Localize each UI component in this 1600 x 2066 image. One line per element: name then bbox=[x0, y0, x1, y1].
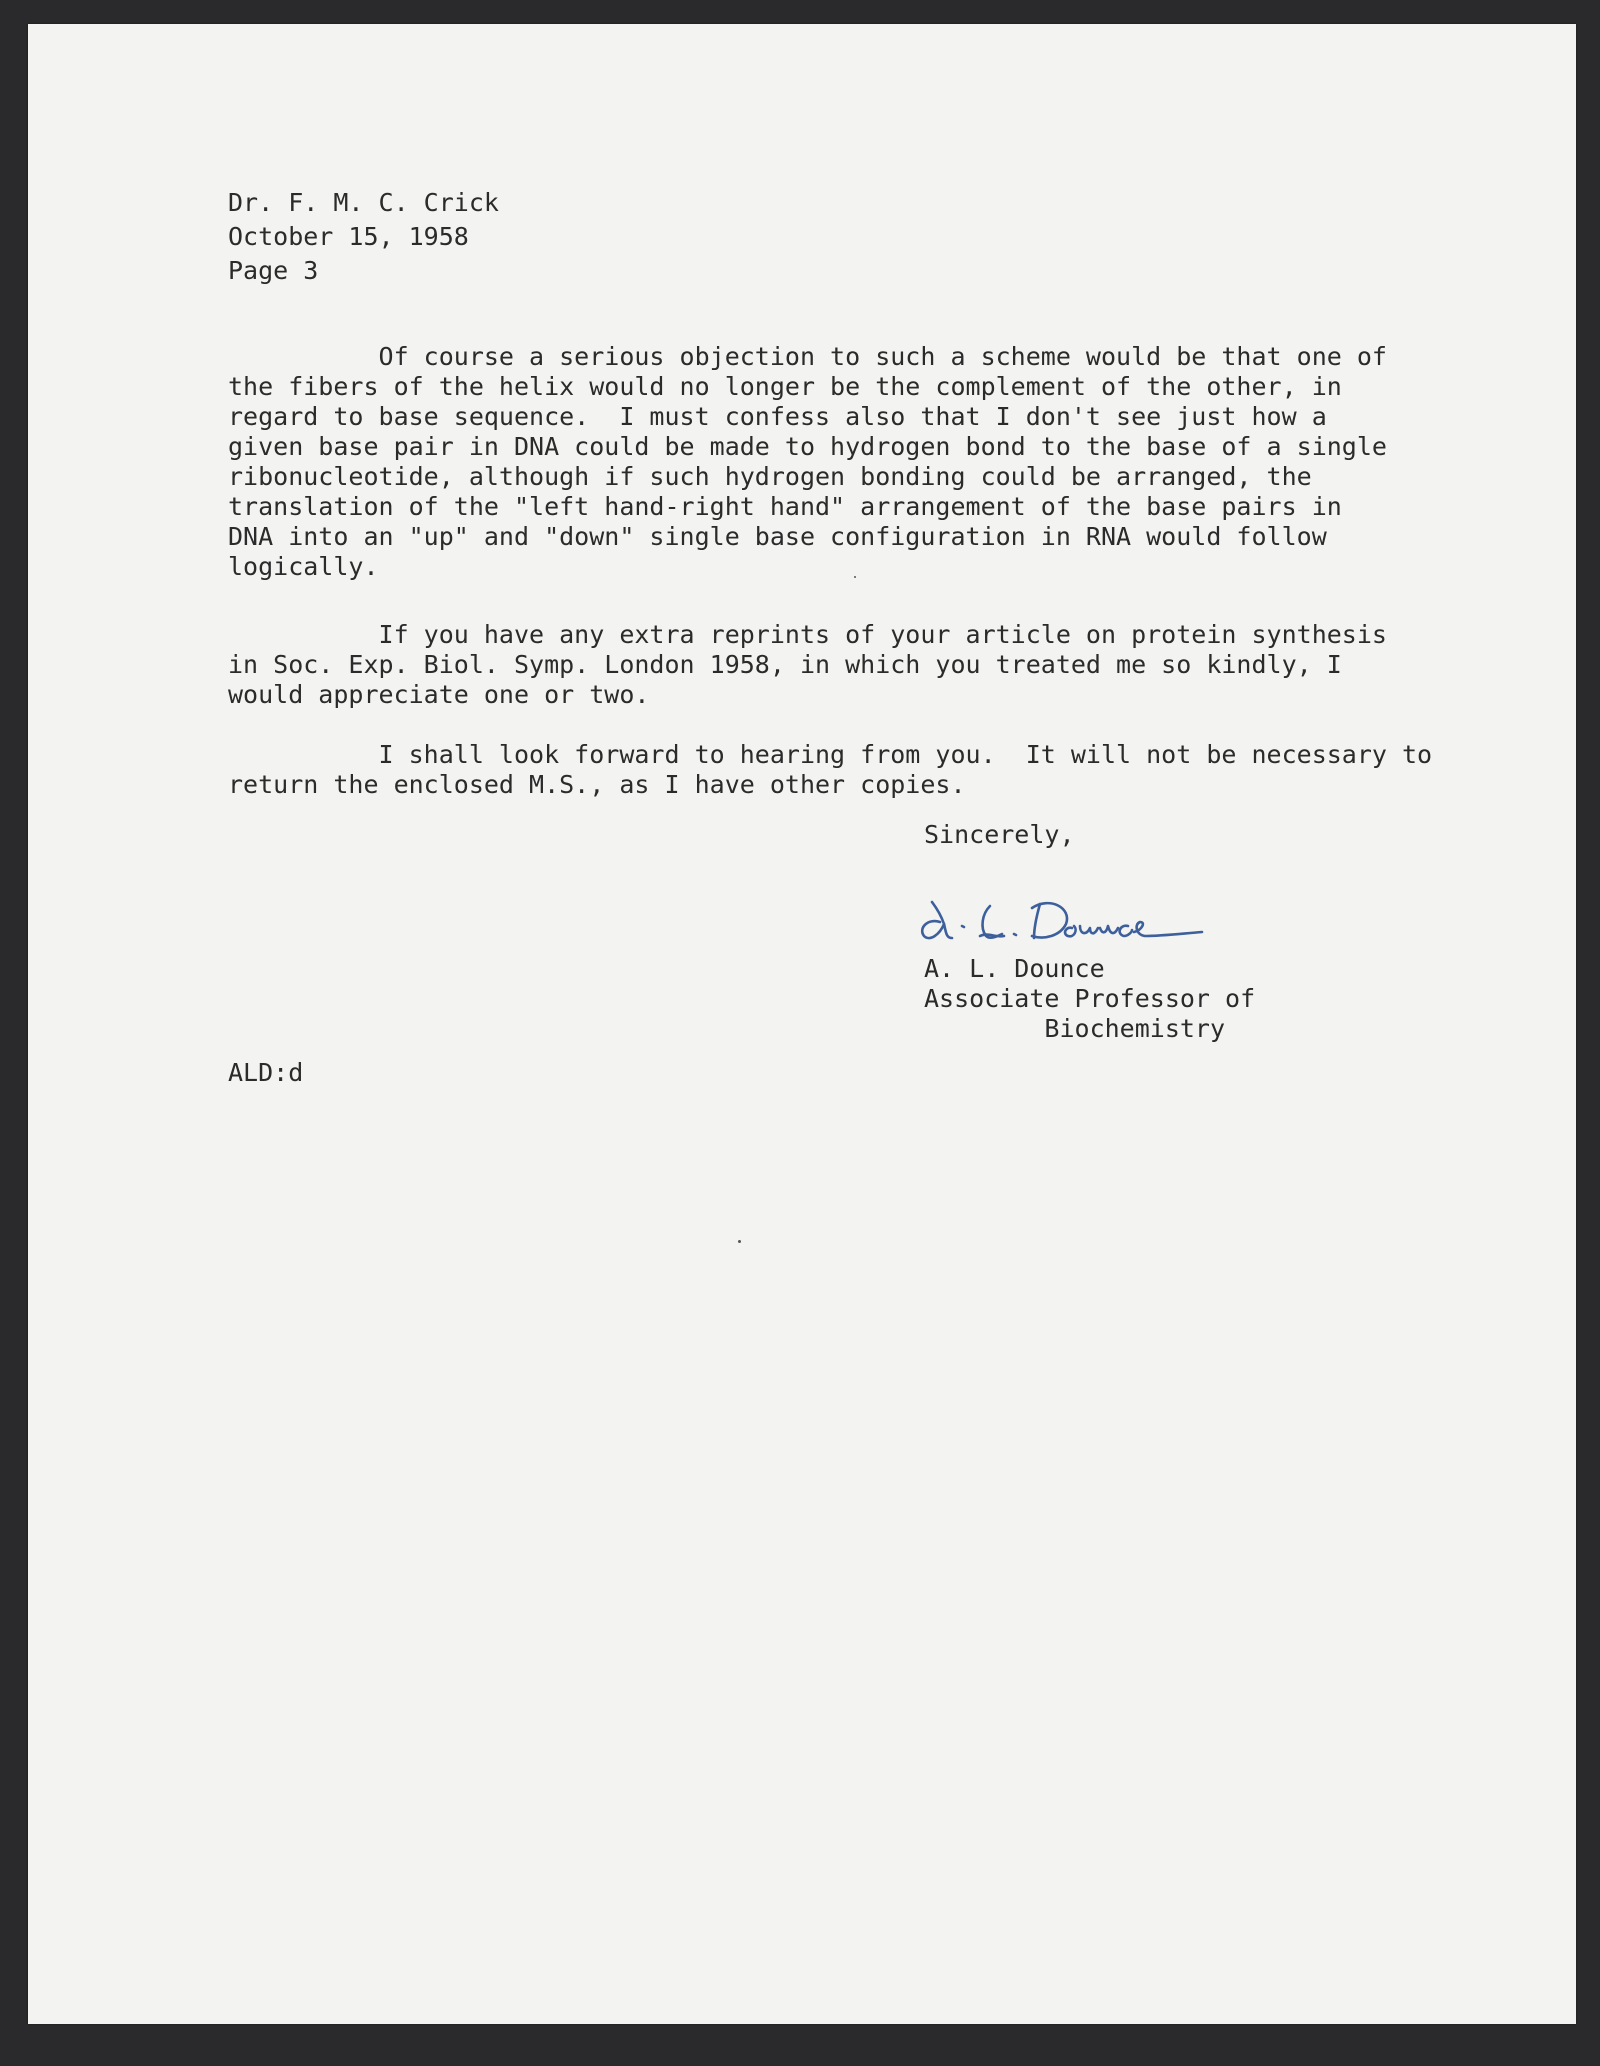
paragraph-line: logically. bbox=[228, 552, 379, 581]
paragraph-line: If you have any extra reprints of your article on protein synthesis bbox=[228, 620, 1387, 649]
paper-speck bbox=[738, 1240, 741, 1243]
paragraph-line: DNA into an "up" and "down" single base configuration in RNA would follow bbox=[228, 522, 1327, 551]
page-number-line: Page 3 bbox=[228, 256, 319, 285]
paragraph-line: ribonucleotide, although if such hydrogen bonding could be arranged, the bbox=[228, 462, 1312, 491]
paragraph-line: Of course a serious objection to such a scheme would be that one of bbox=[228, 342, 1387, 371]
date-line: October 15, 1958 bbox=[228, 222, 469, 251]
signer-title-line-2: Biochemistry bbox=[924, 1014, 1226, 1043]
paragraph-line: translation of the "left hand-right hand" arrangement of the base pairs in bbox=[228, 492, 1342, 521]
paragraph-line: the fibers of the helix would no longer be the complement of the other, in bbox=[228, 372, 1342, 401]
paper-speck bbox=[854, 576, 856, 578]
paragraph-line: would appreciate one or two. bbox=[228, 680, 650, 709]
paragraph-line: I shall look forward to hearing from you. It will not be necessary to bbox=[228, 740, 1433, 769]
closing-line: Sincerely, bbox=[924, 820, 1075, 849]
recipient-line: Dr. F. M. C. Crick bbox=[228, 188, 499, 217]
paragraph-line: given base pair in DNA could be made to hydrogen bond to the base of a single bbox=[228, 432, 1387, 461]
paragraph-line: in Soc. Exp. Biol. Symp. London 1958, in which you treated me so kindly, I bbox=[228, 650, 1342, 679]
paragraph-line: return the enclosed M.S., as I have other copies. bbox=[228, 770, 966, 799]
handwritten-signature bbox=[910, 874, 1210, 954]
reference-initials: ALD:d bbox=[228, 1058, 304, 1087]
paragraph-line: regard to base sequence. I must confess also that I don't see just how a bbox=[228, 402, 1327, 431]
letter-page bbox=[28, 24, 1576, 2024]
signer-name: A. L. Dounce bbox=[924, 954, 1105, 983]
signer-title-line-1: Associate Professor of bbox=[924, 984, 1256, 1013]
